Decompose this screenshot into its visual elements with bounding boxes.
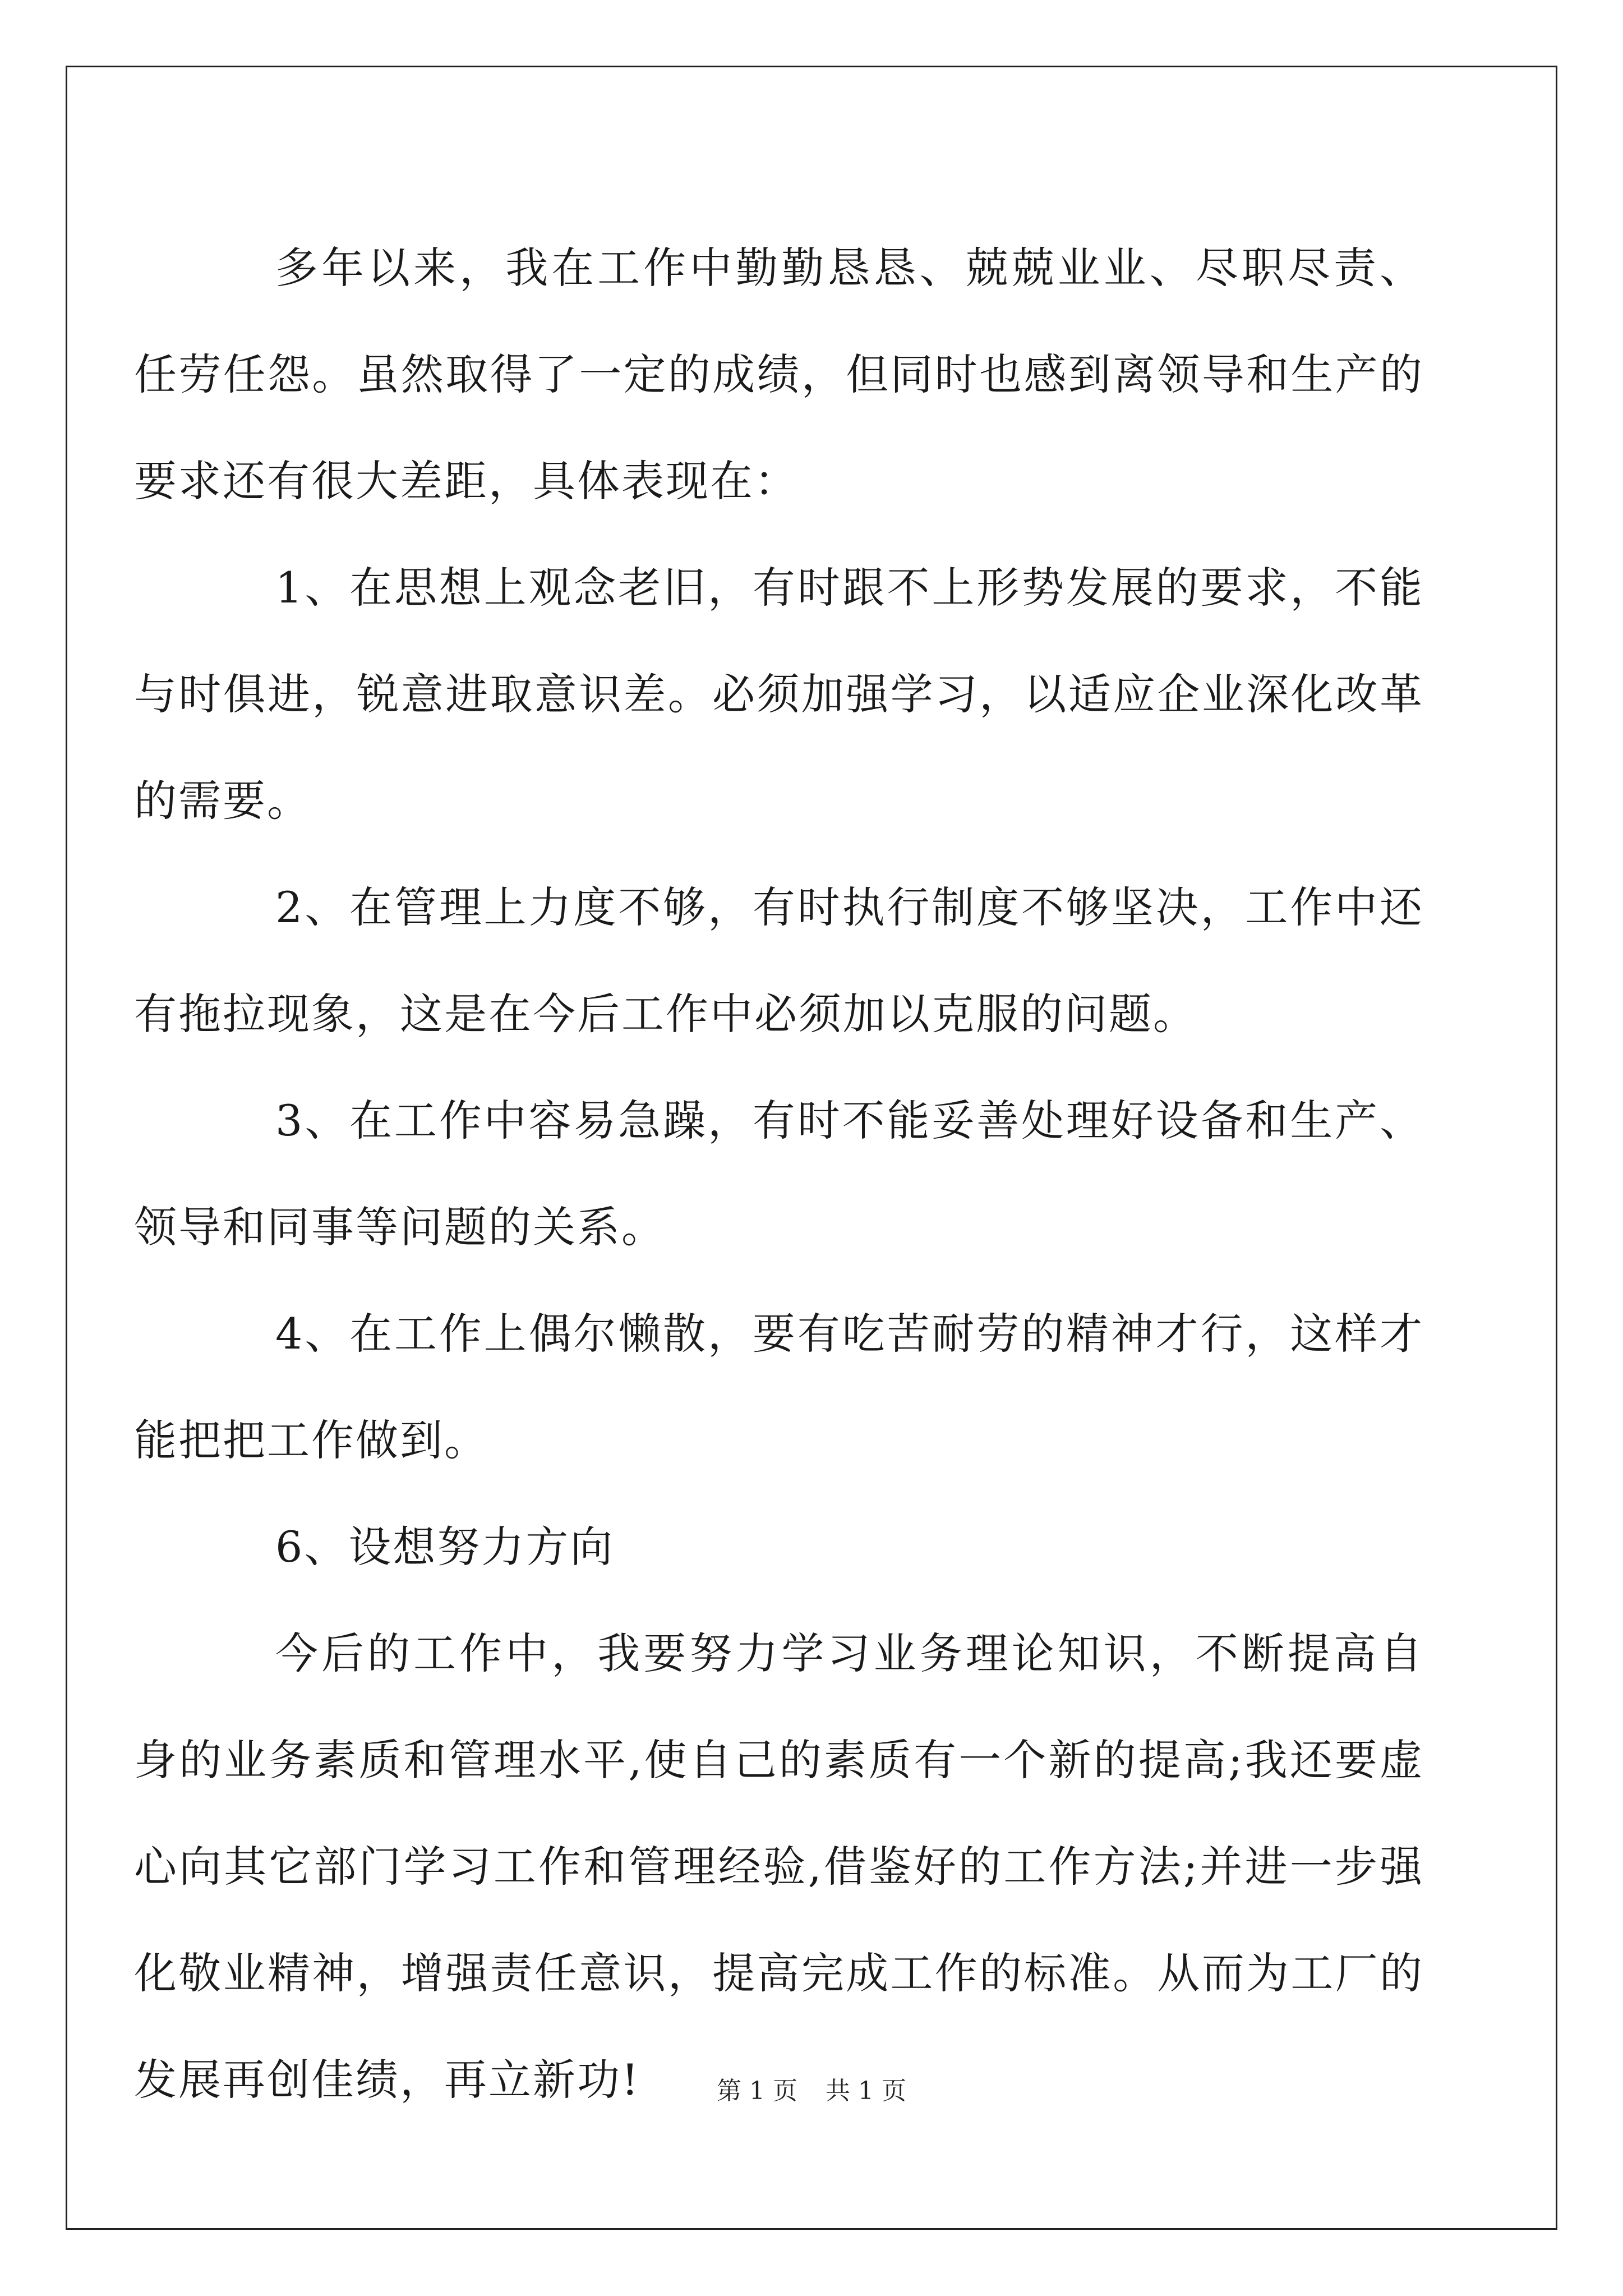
paragraph-item-4: 4、在工作上偶尔懒散，要有吃苦耐劳的精神才行，这样才能把把工作做到。 (134, 1309, 1424, 1465)
paragraph-heading-6: 6、设想努力方向 (275, 1522, 615, 1572)
page-number-total: 共 1 页 (826, 2077, 906, 2105)
paragraph-item-3: 3、在工作中容易急躁，有时不能妥善处理好设备和生产、领导和同事等问题的关系。 (134, 1096, 1424, 1252)
document-body (134, 215, 1424, 2133)
paragraph-conclusion: 今后的工作中，我要努力学习业务理论知识，不断提高自身的业务素质和管理水平,使自己的素质有一个新的提高;我还要虚心向其它部门学习工作和管理经验,借鉴好的工作方法;并进一步强化敬业精神，增强责任意识，提高完成工作的标准。从而为工厂的发展再创佳绩，再立新功! (134, 1628, 1424, 2105)
page-number-current: 第 1 页 (717, 2077, 797, 2105)
page-footer (0, 2074, 1623, 2108)
paragraph-intro: 多年以来，我在工作中勤勤恳恳、兢兢业业、尽职尽责、任劳任怨。虽然取得了一定的成绩，但同时也感到离领导和生产的要求还有很大差距，具体表现在： (134, 243, 1424, 506)
paragraph-item-1: 1、在思想上观念老旧，有时跟不上形势发展的要求，不能与时俱进，锐意进取意识差。必须加强学习，以适应企业深化改革的需要。 (134, 563, 1424, 826)
paragraph-item-2: 2、在管理上力度不够，有时执行制度不够坚决，工作中还有拖拉现象，这是在今后工作中必须加以克服的问题。 (134, 882, 1424, 1039)
